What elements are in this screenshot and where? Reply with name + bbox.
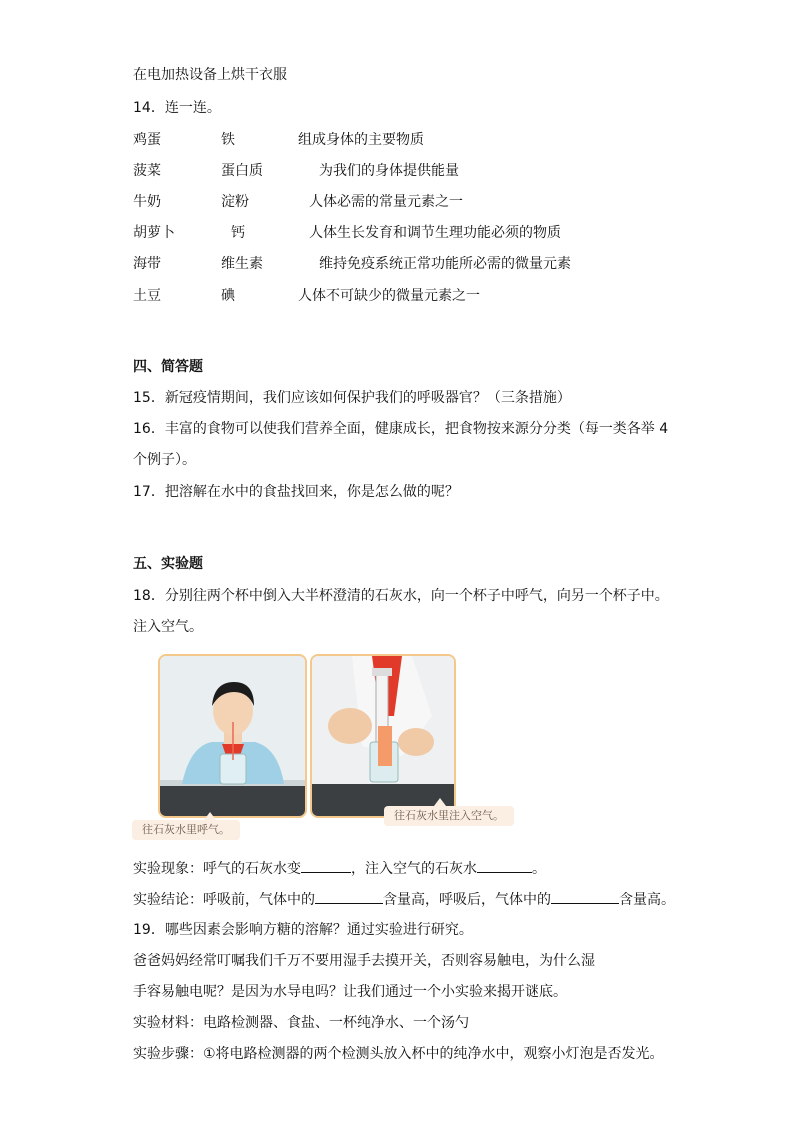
function-item: 人体不可缺少的微量元素之一 — [298, 288, 480, 304]
caption-air-injection: 往石灰水里注入空气。 — [384, 806, 514, 826]
boy-breathing-illustration — [160, 656, 305, 816]
question-17: 17．把溶解在水中的食盐找回来，你是怎么做的呢？ — [133, 484, 459, 500]
food-item: 菠菜 — [133, 163, 161, 179]
phenomenon-text-b: ，注入空气的石灰水 — [351, 861, 477, 877]
q14-title: 14．连一连。 — [133, 100, 221, 116]
section-4-heading: 四、简答题 — [133, 359, 203, 375]
function-item: 为我们的身体提供能量 — [319, 163, 459, 179]
answer-blank-1[interactable] — [301, 858, 351, 873]
experiment-materials: 实验材料：电路检测器、食盐、一杯纯净水、一个汤勺 — [133, 1015, 469, 1031]
nutrient-item: 碘 — [221, 288, 235, 304]
question-18: 18．分别往两个杯中倒入大半杯澄清的石灰水，向一个杯子中呼气，向另一个杯子中。 — [133, 588, 669, 604]
answer-blank-3[interactable] — [315, 889, 383, 904]
function-item: 人体生长发育和调节生理功能必须的物质 — [309, 225, 561, 241]
function-item: 维持免疫系统正常功能所必需的微量元素 — [319, 256, 571, 272]
answer-blank-2[interactable] — [477, 858, 532, 873]
question-16: 16．丰富的食物可以使我们营养全面，健康成长，把食物按来源分分类（每一类各举 4 — [133, 421, 669, 437]
top-line: 在电加热设备上烘干衣服 — [133, 67, 287, 83]
conclusion-text-a: 实验结论：呼吸前，气体中的 — [133, 892, 315, 908]
food-item: 土豆 — [133, 288, 161, 304]
paragraph-line-1: 爸爸妈妈经常叮嘱我们千万不要用湿手去摸开关，否则容易触电，为什么湿 — [133, 953, 595, 969]
photo-air-injection — [310, 654, 456, 818]
phenomenon-text-c: 。 — [532, 861, 546, 877]
question-18-cont: 注入空气。 — [133, 619, 203, 635]
food-item: 胡萝卜 — [133, 225, 175, 241]
experiment-steps: 实验步骤：①将电路检测器的两个检测头放入杯中的纯净水中，观察小灯泡是否发光。 — [133, 1046, 664, 1062]
answer-blank-4[interactable] — [551, 889, 619, 904]
conclusion-text-c: 含量高。 — [619, 892, 675, 908]
function-item: 组成身体的主要物质 — [298, 132, 424, 148]
question-15: 15．新冠疫情期间，我们应该如何保护我们的呼吸器官？（三条措施） — [133, 390, 571, 406]
food-item: 海带 — [133, 256, 161, 272]
nutrient-item: 蛋白质 — [221, 163, 263, 179]
nutrient-item: 维生素 — [221, 256, 263, 272]
conclusion-text-b: 含量高，呼吸后，气体中的 — [383, 892, 551, 908]
question-16-cont: 个例子）。 — [133, 452, 196, 468]
nutrient-item: 淀粉 — [221, 194, 249, 210]
pump-injection-illustration — [312, 656, 454, 816]
section-5-heading: 五、实验题 — [133, 556, 203, 572]
experiment-conclusion — [133, 889, 675, 910]
question-19: 19．哪些因素会影响方糖的溶解？通过实验进行研究。 — [133, 922, 473, 938]
caption-breathing: 往石灰水里呼气。 — [132, 820, 240, 840]
food-item: 鸡蛋 — [133, 132, 161, 148]
nutrient-item: 铁 — [221, 132, 235, 148]
food-item: 牛奶 — [133, 194, 161, 210]
paragraph-line-2: 手容易触电呢？是因为水导电吗？让我们通过一个小实验来揭开谜底。 — [133, 984, 567, 1000]
phenomenon-text-a: 实验现象：呼气的石灰水变 — [133, 861, 301, 877]
nutrient-item: 钙 — [231, 225, 245, 241]
photo-breathing — [158, 654, 307, 818]
experiment-phenomenon — [133, 858, 546, 879]
function-item: 人体必需的常量元素之一 — [309, 194, 463, 210]
